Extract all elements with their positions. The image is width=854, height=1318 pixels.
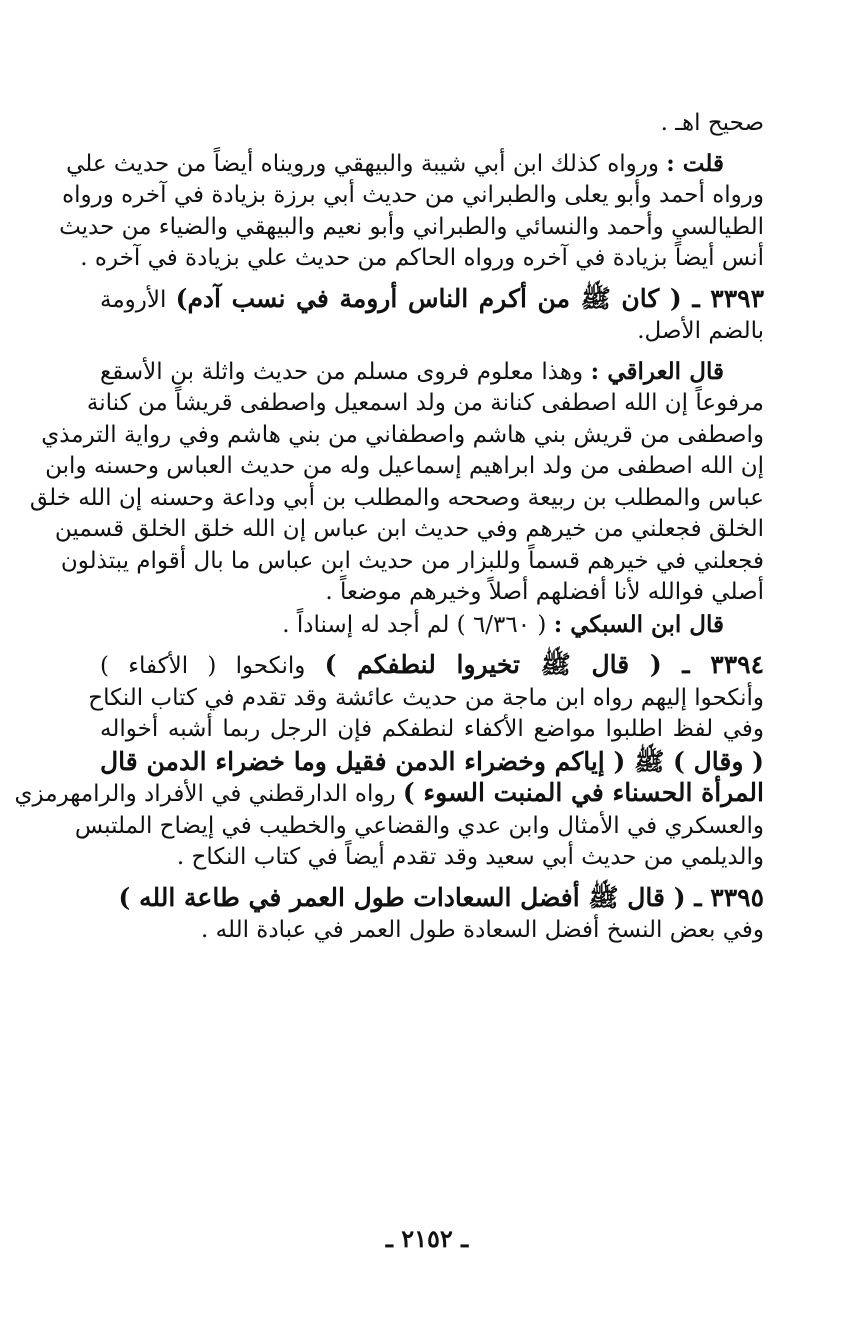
line-text: رواه الدارقطني في الأفراد والرامهرمزي	[14, 781, 403, 807]
entry-3394-heading	[100, 649, 764, 683]
line-text: أصلي فوالله لأنا أفضلهم أصلاً وخيرهم موضعاً .	[325, 579, 764, 605]
text-line-1	[100, 108, 764, 140]
text-line-13	[54, 514, 764, 546]
line-text: الخلق فجعلني من خيرهم وفي حديث ابن عباس إن الله خلق الخلق قسمين	[54, 516, 764, 542]
line-text: ( ٦/٣٦٠ ) لم أجد له إسناداً .	[282, 611, 554, 638]
text-line-7	[100, 316, 764, 348]
line-text: وأنكحوا إليهم رواه ابن ماجة من حديث عائشة وقد تقدم في كتاب النكاح	[88, 684, 764, 711]
line-heading: ( وقال ) ﷺ ( إياكم وخضراء الدمن فقيل وما خضراء الدمن قال	[100, 746, 764, 776]
entry-title: ٣٣٩٣ ـ ( كان ﷺ من أكرم الناس أرومة في نسب آدم)	[175, 283, 765, 313]
entry-3393-heading	[100, 283, 764, 317]
line-text: واصطفى من قريش بني هاشم واصطفاني من بني هاشم وفي رواية الترمذي	[41, 421, 764, 448]
line-text: إن الله اصطفى من ولد ابراهيم إسماعيل وله من حديث العباس وحسنه وابن	[45, 453, 764, 479]
text-line-18	[88, 683, 764, 715]
line-text: والديلمي من حديث أبي سعيد وقد تقدم أيضاً في كتاب النكاح .	[176, 844, 764, 870]
text-line-5	[80, 243, 764, 275]
text-line-11	[45, 451, 764, 483]
line-text: الطيالسي وأحمد والنسائي والطبراني وأبو نعيم والبيهقي والضياء من حديث	[59, 213, 764, 240]
entry-title: ٣٣٩٤ ـ ( قال ﷺ تخيروا لنطفكم )	[324, 650, 764, 679]
text-line-25	[100, 915, 764, 947]
line-text: والعسكري في الأمثال وابن عدي والقضاعي والخطيب في إيضاح الملتبس	[74, 812, 764, 839]
line-text: وهذا معلوم فروى مسلم من حديث واثلة بن الأسقع	[100, 358, 591, 385]
text-line-3	[62, 180, 764, 212]
text-line-21	[14, 777, 764, 811]
line-heading: قال ابن السبكي :	[553, 610, 724, 638]
text-line-4	[59, 212, 764, 244]
text-line-19	[100, 714, 764, 746]
text-line-12	[29, 483, 764, 515]
line-text: عباس والمطلب بن ربيعة وصححه والمطلب بن أبي وداعة وحسنه إن الله خلق	[29, 484, 764, 511]
line-text: صحيح اهـ .	[660, 110, 764, 136]
line-text: مرفوعاً إن الله اصطفى كنانة من ولد اسمعيل واصطفى قريشاً من كنانة	[86, 390, 764, 416]
line-text: ورواه أحمد وأبو يعلى والطبراني من حديث أبي برزة بزيادة في آخره ورواه	[62, 182, 764, 208]
line-text: الأرومة	[100, 286, 176, 313]
line-text: وفي بعض النسخ أفضل السعادة طول العمر في عبادة الله .	[201, 917, 764, 943]
entry-3395-heading	[100, 882, 764, 916]
text-line-22	[74, 811, 764, 843]
line-text: أنس أيضاً بزيادة في آخره ورواه الحاكم من حديث علي بزيادة في آخره .	[80, 245, 764, 271]
line-text: وفي لفظ اطلبوا مواضع الأكفاء لنطفكم فإن الرجل ربما أشبه أخواله	[100, 716, 764, 742]
line-text: وانكحوا ( الأكفاء )	[100, 653, 325, 679]
line-heading: المرأة الحسناء في المنبت السوء )	[402, 778, 764, 807]
text-line-23	[100, 842, 764, 874]
text-line-2	[66, 148, 764, 181]
line-heading: قلت :	[666, 149, 724, 177]
text-line-15	[100, 577, 764, 609]
text-line-10	[41, 420, 764, 452]
text-line-8	[100, 356, 764, 389]
text-line-16	[100, 609, 764, 642]
line-text: فجعلني في خيرهم قسماً وللبزار من حديث ابن عباس ما بال أقوام يبتذلون	[60, 547, 764, 574]
text-line-9	[86, 388, 764, 420]
line-text: ورواه كذلك ابن أبي شيبة والبيهقي ورويناه أيضاً من حديث علي	[66, 150, 667, 177]
line-heading: قال العراقي :	[590, 357, 724, 385]
page-number: ـ ٢١٥٢ ـ	[385, 1224, 469, 1253]
text-line-20	[100, 746, 764, 778]
line-text: بالضم الأصل.	[637, 318, 764, 344]
entry-title: ٣٣٩٥ ـ ( قال ﷺ أفضل السعادات طول العمر في طاعة الله )	[118, 882, 764, 912]
text-line-14	[60, 546, 764, 578]
